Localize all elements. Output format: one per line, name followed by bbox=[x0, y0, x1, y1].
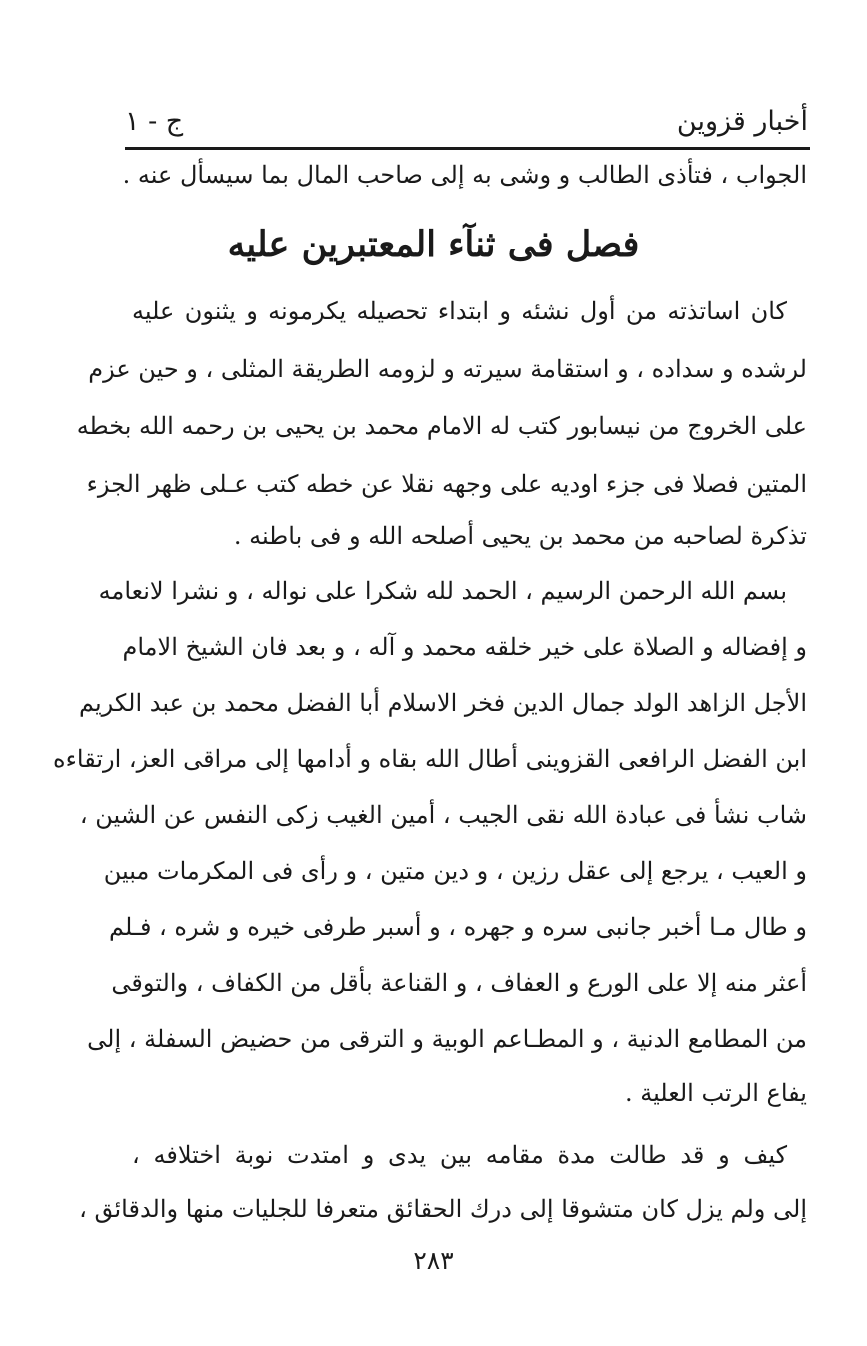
page-number: ٢٨٣ bbox=[413, 1246, 454, 1275]
text-line: أعثر منه إلا على الورع و العفاف ، و القناعة بأقل من الكفاف ، والتوقى bbox=[111, 969, 807, 997]
text-line: و إفضاله و الصلاة على خير خلقه محمد و آله ، و بعد فان الشيخ الامام bbox=[122, 633, 807, 661]
running-header bbox=[125, 92, 808, 142]
text-line: المتين فصلا فى جزء اوديه على وجهه نقلا عن خطه كتب عـلى ظهر الجزء bbox=[86, 470, 807, 498]
opening-line: الجواب ، فتأذى الطالب و وشى به إلى صاحب المال بما سيسأل عنه . bbox=[122, 161, 807, 189]
text-line: الأجل الزاهد الولد جمال الدين فخر الاسلام أبا الفضل محمد بن عبد الكريم bbox=[78, 689, 807, 717]
text-line: بسم الله الرحمن الرسيم ، الحمد لله شكرا على نواله ، و نشرا لانعامه bbox=[98, 577, 787, 605]
text-line: كان اساتذته من أول نشئه و ابتداء تحصيله يكرمونه و يثنون عليه bbox=[132, 297, 787, 325]
header-rule bbox=[125, 147, 810, 150]
text-line: و طال مـا أخبر جانبى سره و جهره ، و أسبر طرفى خيره و شره ، فـلم bbox=[109, 913, 807, 941]
section-title: فصل فى ثنآء المعتبرين عليه bbox=[227, 224, 640, 265]
volume-label: ج - ١ bbox=[125, 106, 184, 137]
text-line: شاب نشأ فى عبادة الله نقى الجيب ، أمين الغيب زكى النفس عن الشين ، bbox=[79, 801, 807, 829]
text-line: إلى ولم يزل كان متشوقا إلى درك الحقائق متعرفا للجليات منها والدقائق ، bbox=[79, 1195, 807, 1223]
text-line: ابن الفضل الرافعى القزوينى أطال الله بقاه و أدامها إلى مراقى العز، ارتقاءه bbox=[53, 745, 807, 773]
text-line: تذكرة لصاحبه من محمد بن يحيى أصلحه الله و فى باطنه . bbox=[233, 522, 807, 550]
book-title: أخبار قزوين bbox=[676, 106, 808, 137]
text-line: على الخروج من نيسابور كتب له الامام محمد بن يحيى بن رحمه الله بخطه bbox=[76, 412, 807, 440]
text-line: من المطامع الدنية ، و المطـاعم الوبية و الترقى من حضيض السفلة ، إلى bbox=[87, 1025, 807, 1053]
text-line: و العيب ، يرجع إلى عقل رزين ، و دين متين ، و رأى فى المكرمات مبين bbox=[103, 857, 807, 885]
text-line: كيف و قد طالت مدة مقامه بين يدى و امتدت نوبة اختلافه ، bbox=[132, 1141, 787, 1169]
text-line: لرشده و سداده ، و استقامة سيرته و لزومه الطريقة المثلى ، و حين عزم bbox=[88, 355, 807, 383]
text-line: يفاع الرتب العلية . bbox=[624, 1079, 807, 1107]
